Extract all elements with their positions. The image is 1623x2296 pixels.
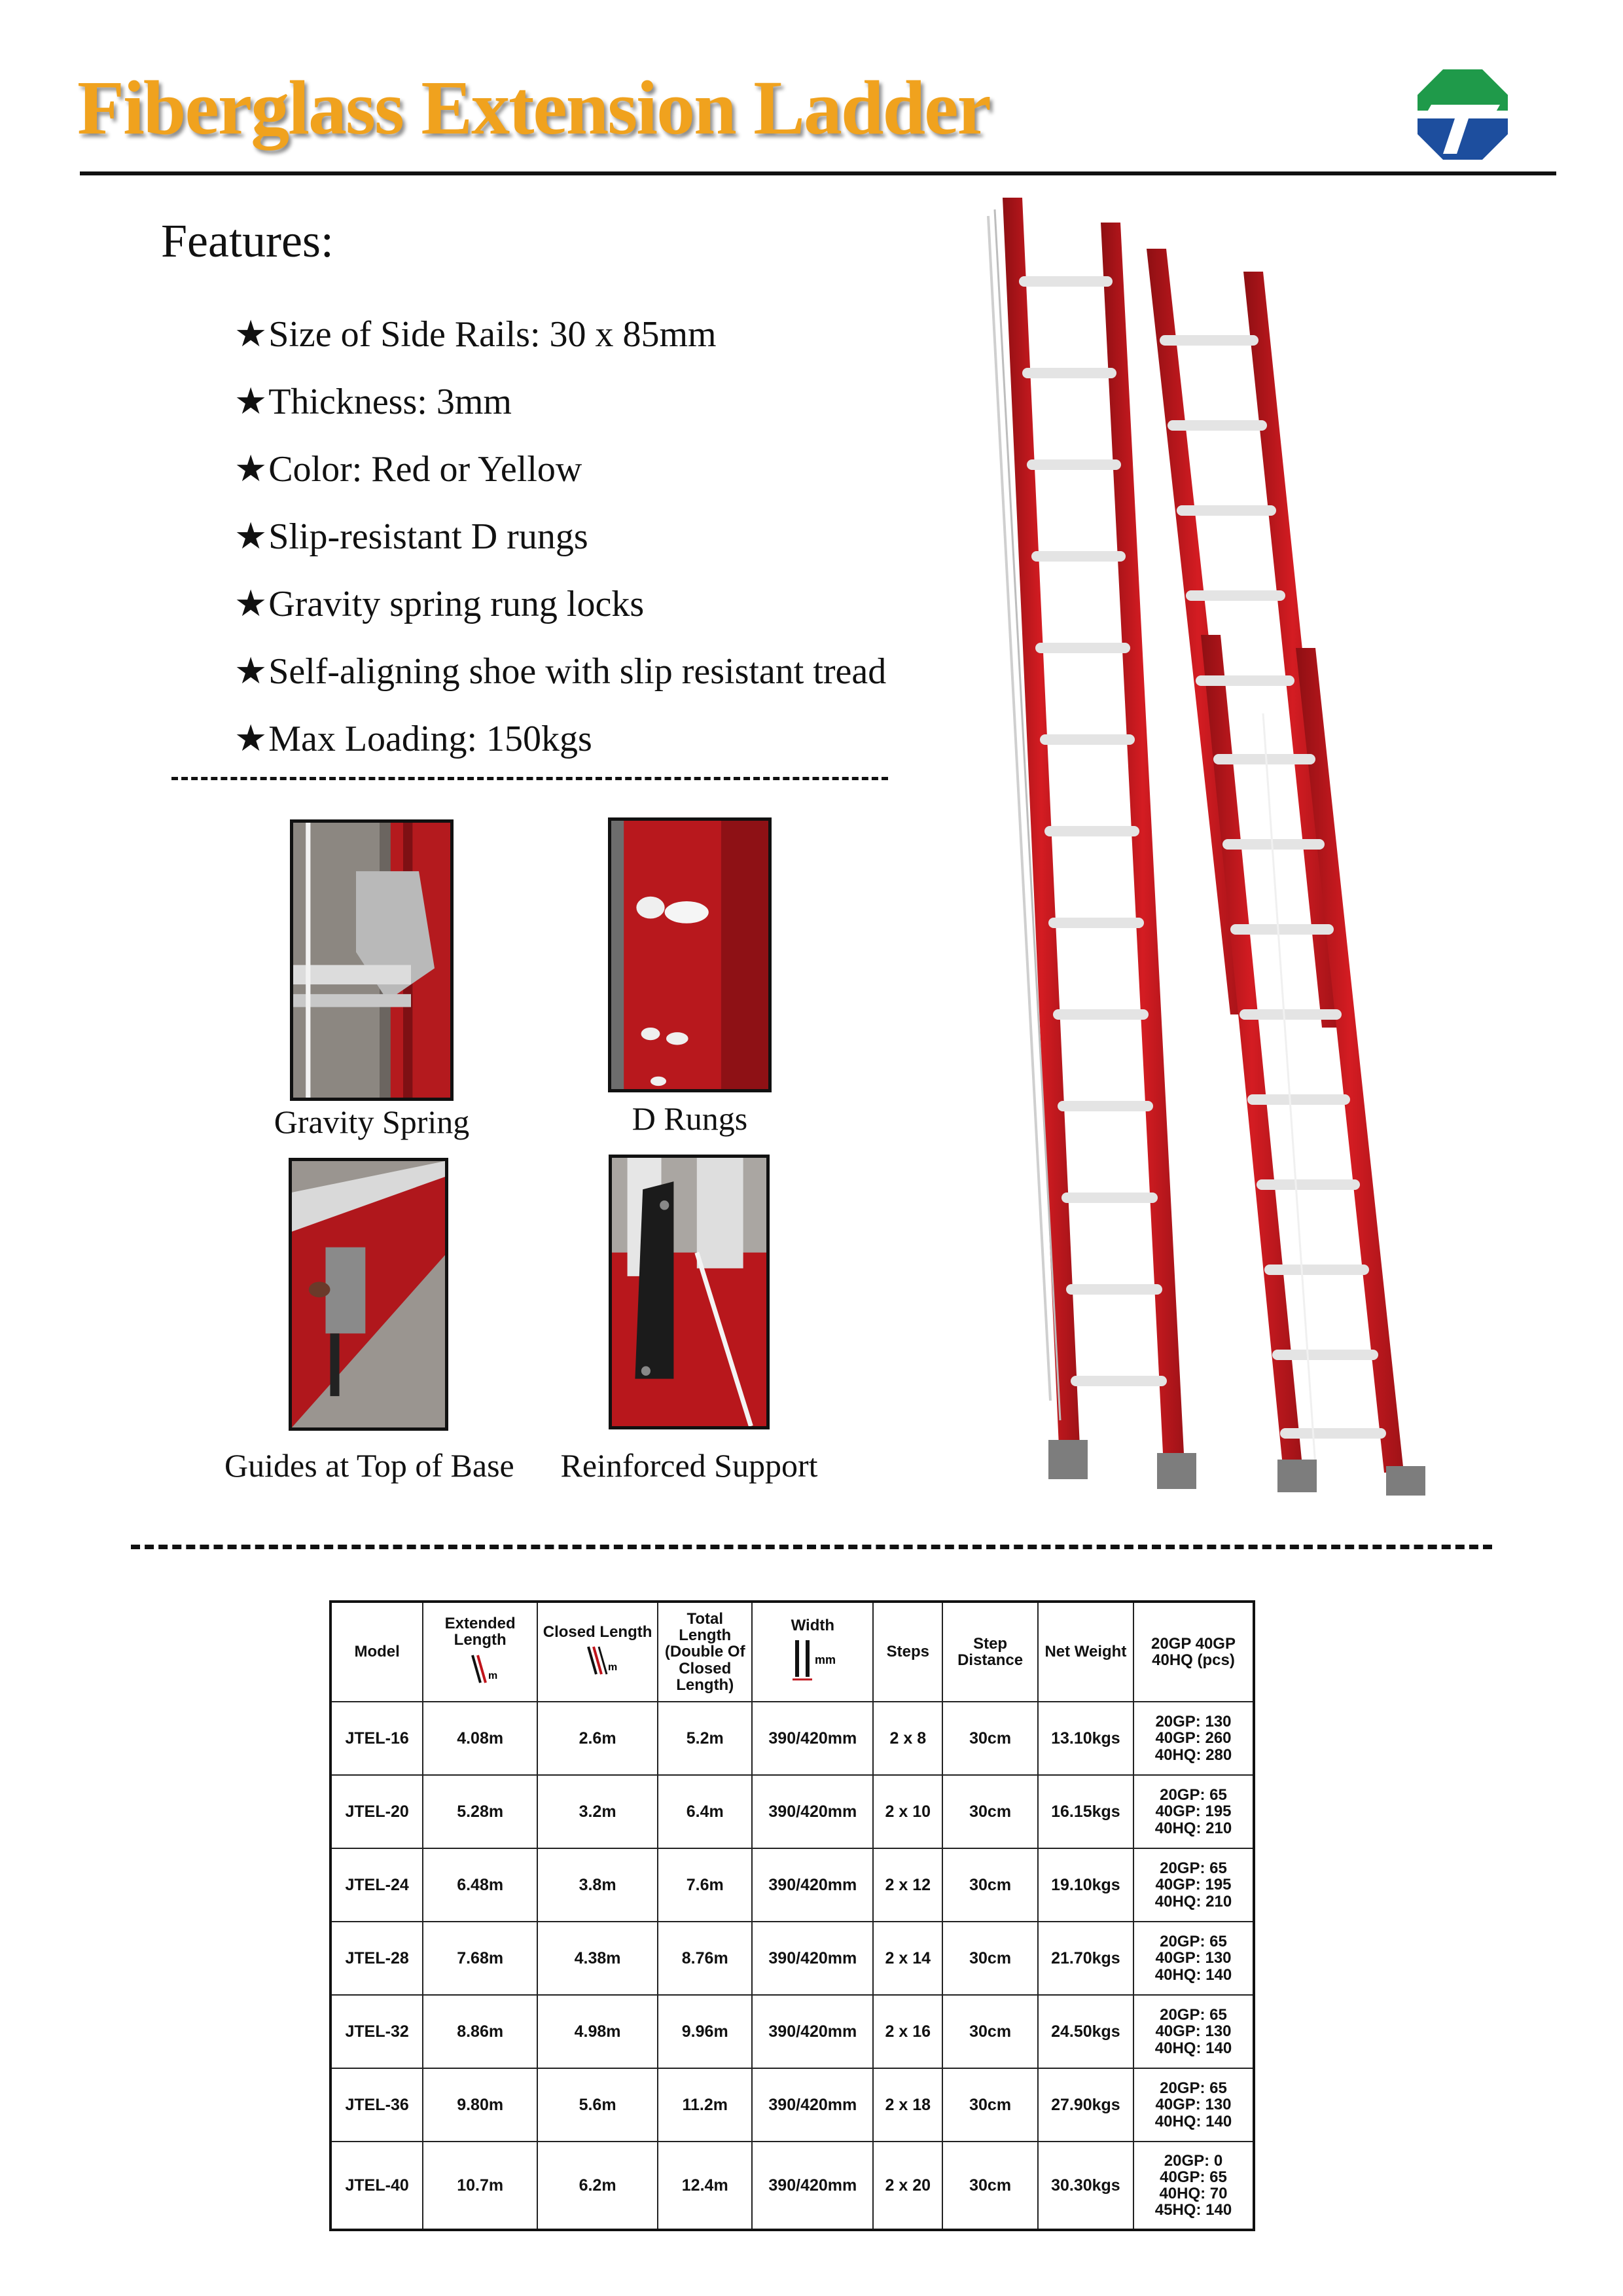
cell-closed: 3.2m [537,1775,658,1848]
cell-closed: 6.2m [537,2142,658,2230]
cell-step-distance: 30cm [942,1775,1037,1848]
table-row [330,1848,1254,1922]
d-rungs-photo [608,817,772,1092]
cell-net-weight: 16.15kgs [1038,1775,1133,1848]
cell-extended: 4.08m [423,1702,537,1775]
header-total-length: Total Length (Double Of Closed Length) [658,1602,752,1702]
cell-steps: 2 x 8 [873,1702,942,1775]
cell-steps: 2 x 18 [873,2068,942,2142]
feature-item [234,368,886,436]
cell-model: JTEL-20 [330,1775,423,1848]
header-step-distance: Step Distance [942,1602,1037,1702]
cell-extended: 9.80m [423,2068,537,2142]
cell-width: 390/420mm [752,1922,873,1995]
header-width [752,1602,873,1702]
d-rungs-caption: D Rungs [632,1100,748,1137]
header-extended-length [423,1602,537,1702]
table-header-row [330,1602,1254,1702]
gravity-spring-photo [290,819,454,1101]
cell-extended: 7.68m [423,1922,537,1995]
unit-m: m [488,1670,497,1681]
cell-closed: 4.38m [537,1922,658,1995]
table-row [330,1995,1254,2068]
feature-text: Gravity spring rung locks [268,584,645,624]
unit-m: m [608,1662,618,1673]
cell-closed: 5.6m [537,2068,658,2142]
cell-container: 20GP: 130 40GP: 260 40HQ: 280 [1133,1702,1254,1775]
star-icon: ★ [234,651,268,692]
header-divider [80,171,1556,175]
reinforced-support-caption: Reinforced Support [560,1447,818,1484]
cell-steps: 2 x 16 [873,1995,942,2068]
page-title: Fiberglass Extension Ladder [77,65,990,151]
spec-table [329,1600,1255,2231]
header-container: 20GP 40GP 40HQ (pcs) [1133,1602,1254,1702]
header-net-weight: Net Weight [1038,1602,1133,1702]
cell-container: 20GP: 65 40GP: 195 40HQ: 210 [1133,1775,1254,1848]
width-icon [755,1638,870,1687]
features-heading: Features: [161,215,334,267]
feature-text: Slip-resistant D rungs [268,516,588,557]
cell-container: 20GP: 65 40GP: 130 40HQ: 140 [1133,1995,1254,2068]
cell-width: 390/420mm [752,1848,873,1922]
feature-item [234,638,886,706]
table-row [330,1922,1254,1995]
cell-model: JTEL-24 [330,1848,423,1922]
header-steps: Steps [873,1602,942,1702]
cell-steps: 2 x 14 [873,1922,942,1995]
cell-net-weight: 21.70kgs [1038,1922,1133,1995]
header-closed-label: Closed Length [543,1623,652,1641]
table-row [330,2068,1254,2142]
cell-steps: 2 x 20 [873,2142,942,2230]
cell-extended: 5.28m [423,1775,537,1848]
cell-net-weight: 13.10kgs [1038,1702,1133,1775]
cell-closed: 2.6m [537,1702,658,1775]
feature-text: Self-aligning shoe with slip resistant tread [268,651,887,692]
star-icon: ★ [234,382,268,422]
cell-step-distance: 30cm [942,1922,1037,1995]
header-extended-label: Extended Length [444,1615,516,1649]
cell-width: 390/420mm [752,1775,873,1848]
feature-text: Max Loading: 150kgs [268,719,592,759]
feature-text: Size of Side Rails: 30 x 85mm [268,314,717,355]
feature-item [234,301,886,368]
cell-model: JTEL-28 [330,1922,423,1995]
features-divider [171,777,888,780]
cell-closed: 3.8m [537,1848,658,1922]
cell-total: 6.4m [658,1775,752,1848]
feature-item [234,571,886,638]
cell-container: 20GP: 65 40GP: 130 40HQ: 140 [1133,1922,1254,1995]
table-row [330,2142,1254,2230]
cell-step-distance: 30cm [942,1702,1037,1775]
feature-text: Thickness: 3mm [268,382,512,422]
cell-model: JTEL-16 [330,1702,423,1775]
cell-width: 390/420mm [752,1702,873,1775]
cell-net-weight: 30.30kgs [1038,2142,1133,2230]
feature-item [234,503,886,571]
cell-width: 390/420mm [752,1995,873,2068]
table-row [330,1702,1254,1775]
cell-width: 390/420mm [752,2068,873,2142]
cell-net-weight: 24.50kgs [1038,1995,1133,2068]
gravity-spring-caption: Gravity Spring [274,1103,470,1140]
cell-width: 390/420mm [752,2142,873,2230]
cell-net-weight: 19.10kgs [1038,1848,1133,1922]
company-logo [1414,65,1512,164]
cell-total: 7.6m [658,1848,752,1922]
feature-item [234,436,886,503]
cell-total: 5.2m [658,1702,752,1775]
cell-model: JTEL-32 [330,1995,423,2068]
feature-text: Color: Red or Yellow [268,449,582,490]
cell-extended: 8.86m [423,1995,537,2068]
cell-extended: 6.48m [423,1848,537,1922]
feature-item [234,706,886,773]
features-list [234,301,886,773]
ladder-length-icon [541,1644,654,1680]
header-model: Model [330,1602,423,1702]
star-icon: ★ [234,516,268,557]
ladder-length-icon [426,1653,534,1689]
guides-caption: Guides at Top of Base [224,1447,514,1484]
cell-total: 11.2m [658,2068,752,2142]
reinforced-support-photo [609,1155,770,1429]
cell-total: 9.96m [658,1995,752,2068]
cell-model: JTEL-40 [330,2142,423,2230]
table-row [330,1775,1254,1848]
cell-container: 20GP: 65 40GP: 195 40HQ: 210 [1133,1848,1254,1922]
cell-step-distance: 30cm [942,1995,1037,2068]
section-divider [131,1545,1492,1549]
cell-container: 20GP: 65 40GP: 130 40HQ: 140 [1133,2068,1254,2142]
cell-steps: 2 x 10 [873,1775,942,1848]
guides-photo [289,1158,448,1431]
cell-step-distance: 30cm [942,1848,1037,1922]
cell-net-weight: 27.90kgs [1038,2068,1133,2142]
unit-mm: mm [814,1653,836,1666]
cell-steps: 2 x 12 [873,1848,942,1922]
header-closed-length [537,1602,658,1702]
star-icon: ★ [234,314,268,355]
cell-closed: 4.98m [537,1995,658,2068]
star-icon: ★ [234,449,268,490]
cell-step-distance: 30cm [942,2142,1037,2230]
ladder-product-image [975,190,1472,1499]
header-width-label: Width [791,1616,835,1634]
cell-container: 20GP: 0 40GP: 65 40HQ: 70 45HQ: 140 [1133,2142,1254,2230]
star-icon: ★ [234,584,268,624]
cell-total: 8.76m [658,1922,752,1995]
cell-total: 12.4m [658,2142,752,2230]
cell-model: JTEL-36 [330,2068,423,2142]
cell-step-distance: 30cm [942,2068,1037,2142]
cell-extended: 10.7m [423,2142,537,2230]
star-icon: ★ [234,719,268,759]
